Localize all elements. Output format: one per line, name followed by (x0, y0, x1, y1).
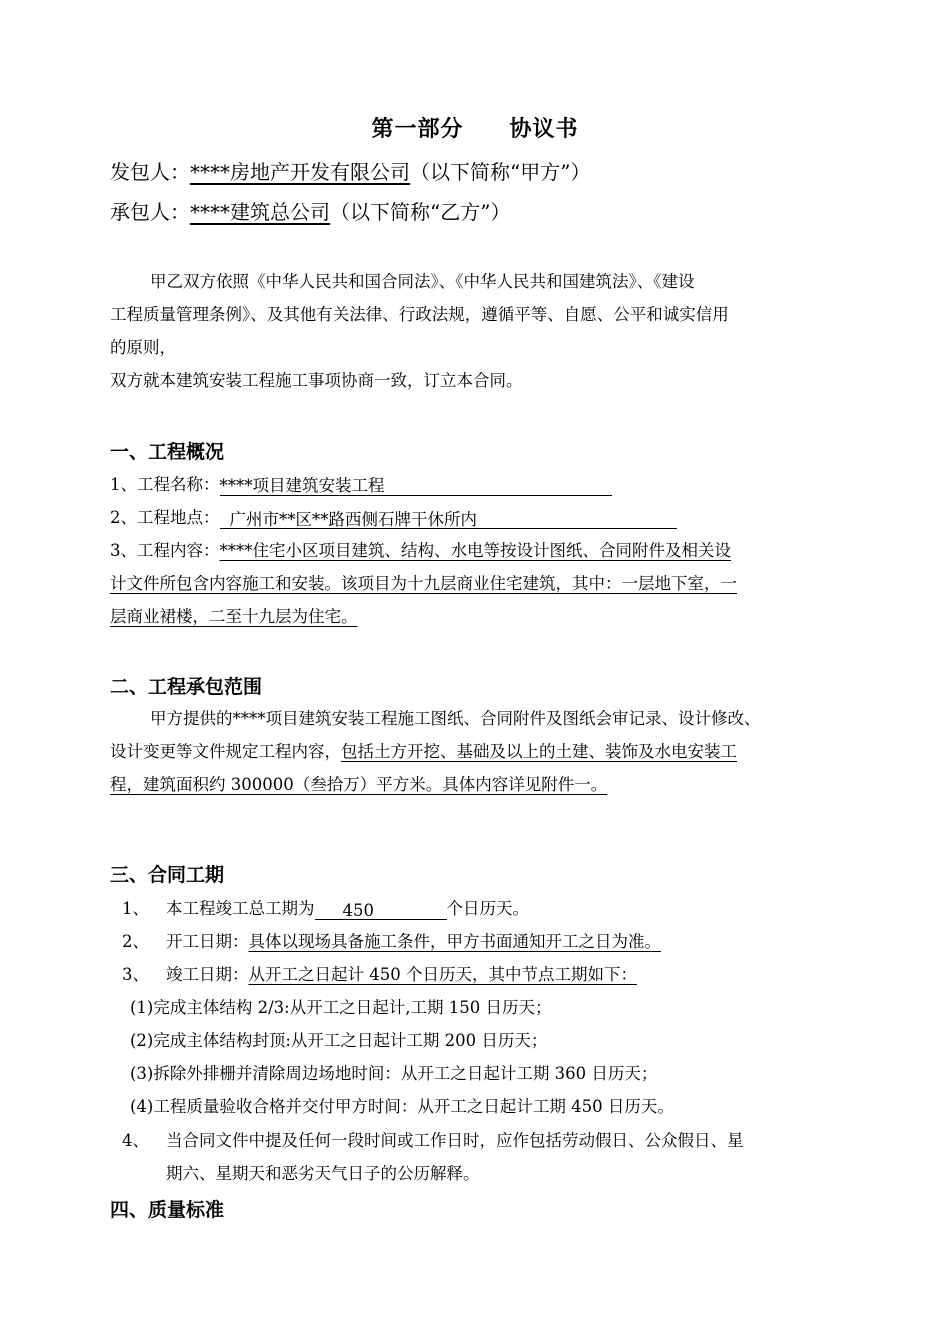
total-duration-value: 450 (342, 901, 374, 920)
section-3-heading: 三、合同工期 (110, 864, 225, 886)
intro-line-1: 甲乙双方依照《中华人民共和国合同法》、《中华人民共和国建筑法》、《建设 (150, 272, 695, 291)
project-content-line-2: 计文件所包含内容施工和安装。该项目为十九层商业住宅建筑，其中：一层地下室，一 (110, 574, 737, 593)
period-item-3-num: 3、 (122, 965, 149, 984)
section-2-heading: 二、工程承包范围 (110, 676, 263, 698)
completion-date-value: 从开工之日起计 450 个日历天，其中节点工期如下： (248, 965, 637, 984)
period-item-2-num: 2、 (122, 932, 149, 951)
start-date-value: 具体以现场具备施工条件，甲方书面通知开工之日为准。 (248, 932, 661, 951)
project-location-field (220, 509, 677, 529)
project-location-label: 2、工程地点： (110, 508, 220, 527)
period-item-4-line-2: 期六、星期天和恶劣天气日子的公历解释。 (166, 1164, 480, 1183)
section-1-heading: 一、工程概况 (110, 441, 225, 463)
project-name-row (110, 474, 612, 496)
milestone-3: (3)拆除外排栅并清除周边场地时间：从开工之日起计工期 360 日历天； (130, 1064, 658, 1083)
period-item-1-post: 个日历天。 (446, 899, 529, 918)
scope-line-2-underlined: 包括土方开挖、基础及以上的土建、装饰及水电安装工 (341, 742, 737, 761)
project-location-row (110, 507, 677, 529)
project-content-label: 3、工程内容： (110, 541, 220, 560)
project-name-label: 1、工程名称： (110, 475, 220, 494)
contractor-suffix: （以下简称“乙方”） (330, 200, 511, 224)
scope-line-1: 甲方提供的****项目建筑安装工程施工图纸、合同附件及图纸会审记录、设计修改、 (150, 709, 761, 728)
period-item-4 (122, 1130, 744, 1152)
intro-line-4: 双方就本建筑安装工程施工事项协商一致，订立本合同。 (110, 371, 523, 390)
period-item-1-num: 1、 (122, 899, 149, 918)
completion-date-label: 竣工日期： (166, 965, 249, 984)
milestone-2: (2)完成主体结构封顶:从开工之日起计工期 200 日历天； (130, 1031, 548, 1050)
total-duration-field (315, 900, 447, 920)
contractor-label: 承包人： (110, 200, 190, 224)
period-item-1-pre: 本工程竣工总工期为 (166, 899, 315, 918)
contractor-line (110, 196, 510, 225)
milestone-1: (1)完成主体结构 2/3:从开工之日起计,工期 150 日历天； (130, 998, 552, 1017)
intro-line-3: 的原则， (110, 338, 176, 357)
project-content-line-3: 层商业裙楼，二至十九层为住宅。 (110, 607, 358, 626)
period-item-1 (122, 898, 529, 920)
project-name-value: ****项目建筑安装工程 (219, 476, 385, 495)
project-location-value: 广州市**区**路西侧石牌干休所内 (229, 510, 477, 529)
employer-line (110, 156, 590, 185)
period-item-2 (122, 931, 661, 953)
period-item-4-line-1: 当合同文件中提及任何一段时间或工作日时，应作包括劳动假日、公众假日、星 (166, 1131, 744, 1150)
milestone-4: (4)工程质量验收合格并交付甲方时间：从开工之日起计工期 450 日历天。 (130, 1097, 674, 1116)
scope-line-3: 程，建筑面积约 300000（叁拾万）平方米。具体内容详见附件一。 (110, 775, 608, 794)
project-content-line-1: ****住宅小区项目建筑、结构、水电等按设计图纸、合同附件及相关设 (219, 541, 731, 560)
start-date-label: 开工日期： (166, 932, 249, 951)
project-name-field (220, 475, 612, 496)
section-4-heading: 四、质量标准 (110, 1199, 225, 1221)
employer-name: ****房地产开发有限公司 (190, 160, 410, 184)
employer-suffix: （以下简称“甲方”） (410, 160, 591, 184)
period-item-3 (122, 964, 637, 986)
scope-line-2-plain: 设计变更等文件规定工程内容， (110, 742, 341, 761)
scope-line-2 (110, 741, 737, 763)
contractor-name: ****建筑总公司 (190, 200, 330, 224)
page-title: 第一部分 协议书 (371, 116, 579, 142)
employer-label: 发包人： (110, 160, 190, 184)
period-item-4-num: 4、 (122, 1131, 149, 1150)
project-content-row-1 (110, 540, 731, 562)
intro-line-2: 工程质量管理条例》、及其他有关法律、行政法规，遵循平等、自愿、公平和诚实信用 (110, 305, 729, 324)
